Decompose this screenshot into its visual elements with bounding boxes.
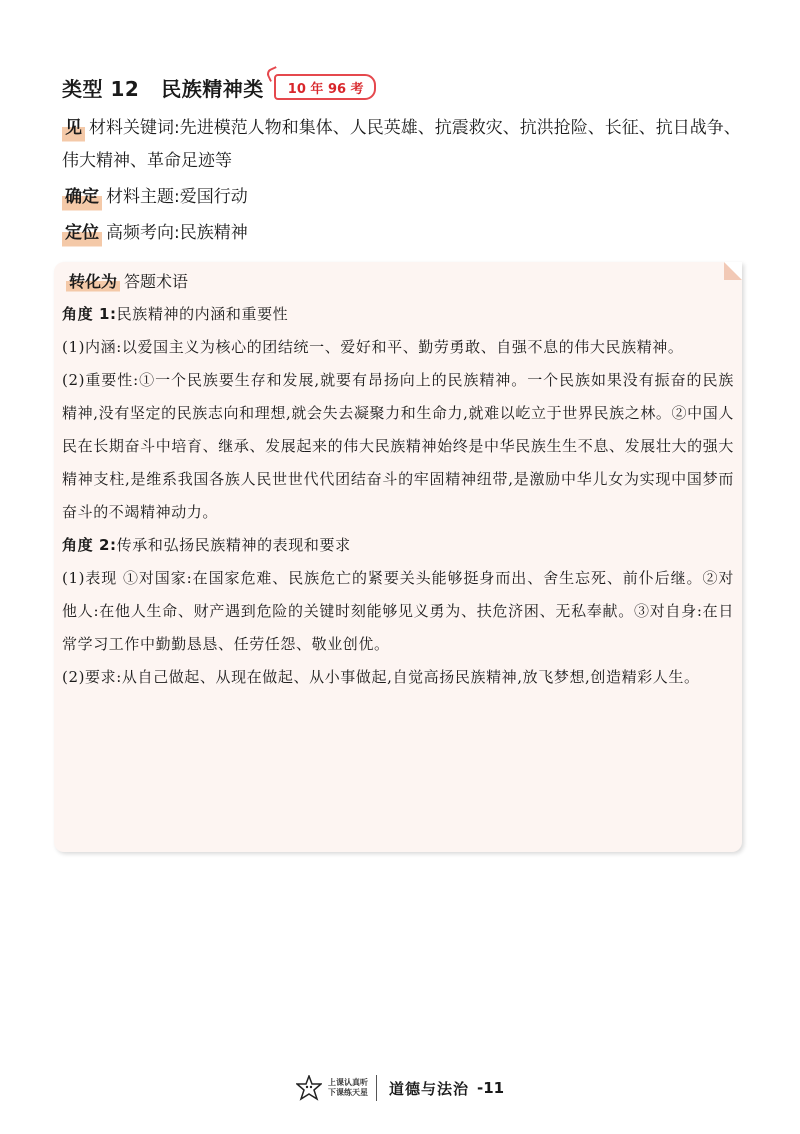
see-text: 材料关键词:先进模范人物和集体、人民英雄、抗震救灾、抗洪抢险、长征、抗日战争、伟大精神、革命足迹等 <box>62 118 741 171</box>
see-row <box>62 112 752 178</box>
convert-tag: 转化为 <box>66 270 120 294</box>
exam-frequency-badge: 10 年 96 考 <box>274 74 376 100</box>
footer-divider <box>376 1075 377 1101</box>
page-footer <box>296 1068 504 1108</box>
see-tag: 见 <box>62 112 85 145</box>
box-content <box>62 298 734 694</box>
keyword-block <box>62 112 752 253</box>
box-header <box>62 270 734 294</box>
angle-2-title: 角度 2:传承和弘扬民族精神的表现和要求 <box>62 536 351 554</box>
subject-title: 道德与法治 <box>389 1079 470 1098</box>
mascot-logo-icon <box>296 1075 322 1101</box>
type-name: 民族精神类 <box>161 76 264 101</box>
angle-1-title: 角度 1:民族精神的内涵和重要性 <box>62 305 289 323</box>
angle-2-paragraph-2: (2)要求:从自己做起、从现在做起、从小事做起,自觉高扬民族精神,放飞梦想,创造精彩人生。 <box>62 668 700 686</box>
type-label: 类型 12 <box>62 76 140 101</box>
answer-terms-box <box>54 262 742 852</box>
locate-text: 高频考向:民族精神 <box>106 223 248 243</box>
angle-1-paragraph-1: (1)内涵:以爱国主义为核心的团结统一、爱好和平、勤劳勇敢、自强不息的伟大民族精神。 <box>62 338 684 356</box>
confirm-text: 材料主题:爱国行动 <box>106 187 248 207</box>
angle-1-paragraph-2: (2)重要性:①一个民族要生存和发展,就要有昂扬向上的民族精神。一个民族如果没有振奋的民族精神,没有坚定的民族志向和理想,就会失去凝聚力和生命力,就难以屹立于世界民族之林。②中国人民在长期奋斗中培育、继承、发展起来的伟大民族精神始终是中华民族生生不息、发展壮大的强大精神支柱,是维系我国各族人民世世代代团结奋斗的牢固精神纽带,是激励中华儿女为实现中国梦而奋斗的不竭精神动力。 <box>62 371 734 521</box>
page-number: -11 <box>477 1079 505 1097</box>
confirm-row <box>62 181 752 214</box>
angle-2-paragraph-1: (1)表现 ①对国家:在国家危难、民族危亡的紧要关头能够挺身而出、舍生忘死、前仆后继。②对他人:在他人生命、财产遇到危险的关键时刻能够见义勇为、扶危济困、无私奉献。③对自身:在日常学习工作中勤勤恳恳、任劳任怨、敬业创优。 <box>62 569 734 653</box>
section-title <box>62 70 376 104</box>
locate-row <box>62 217 752 250</box>
locate-tag: 定位 <box>62 217 102 250</box>
convert-text: 答题术语 <box>124 272 189 291</box>
slogan: 上课认真听 下课练天星 <box>328 1078 368 1097</box>
confirm-tag: 确定 <box>62 181 102 214</box>
